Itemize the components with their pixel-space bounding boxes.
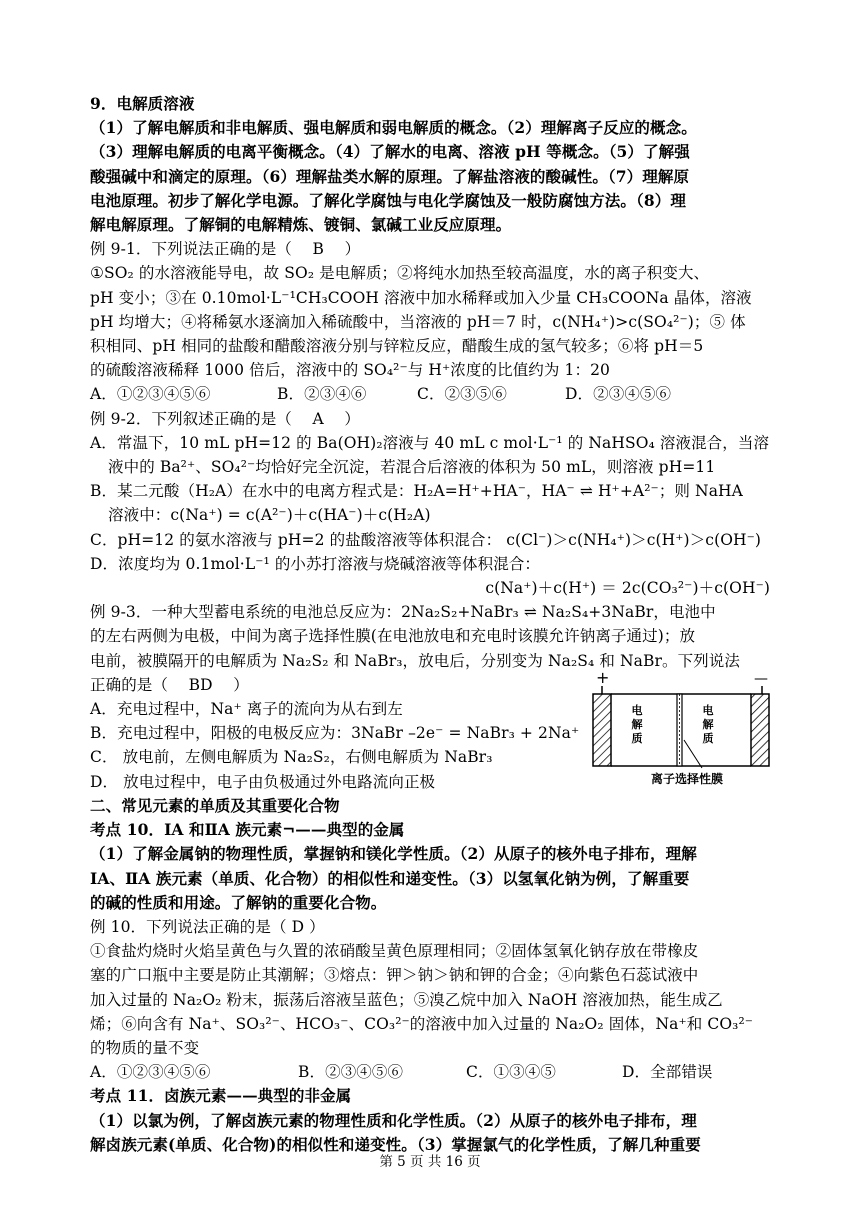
left-label-char: 电: [631, 704, 643, 717]
question-line: 例 9-3．一种大型蓄电系统的电池总反应为：2Na₂S₂+NaBr₃ ⇌ Na₂S₄+3NaBr，电池中: [90, 603, 716, 622]
topic-heading: 考点 11．卤族元素——典型的非金属: [90, 1086, 352, 1106]
answer-options: [90, 1060, 770, 1084]
option-d: D．②③④⑤⑥: [565, 385, 672, 404]
option-line: A．充电过程中，Na⁺ 离子的流向为从右到左: [90, 700, 403, 719]
question-stem: 例 9-1．下列说法正确的是（ B ）: [90, 240, 361, 259]
option-c: C．①③④⑤: [466, 1063, 556, 1082]
question-line: pH 变小；③在 0.10mol·L⁻¹CH₃COOH 溶液中加水稀释或加入少量 CH₃COONa 晶体，溶液: [90, 288, 752, 307]
option-b: B．②③④⑤⑥: [298, 1063, 404, 1082]
question-line: c(Na⁺)＋c(H⁺) ＝ 2c(CO₃²⁻)＋c(OH⁻): [485, 579, 770, 598]
requirement-line: 的碱的性质和用途。了解钠的重要化合物。: [90, 892, 387, 912]
option-line: C． 放电前，左侧电解质为 Na₂S₂，右侧电解质为 NaBr₃: [90, 748, 493, 767]
question-line: 的物质的量不变: [90, 1038, 200, 1057]
cell-drawing: [592, 670, 782, 770]
part-heading: 二、常见元素的单质及其重要化合物: [90, 795, 340, 815]
requirement-line: （1）了解电解质和非电解质、强电解质和弱电解质的概念。（2）理解离子反应的概念。: [90, 118, 697, 138]
question-line: pH 均增大；④将稀氨水逐滴加入稀硫酸中，当溶液的 pH＝7 时，c(NH₄⁺)>c(SO₄²⁻)；⑤ 体: [90, 312, 746, 331]
requirement-line: （3）理解电解质的电离平衡概念。（4）了解水的电离、溶液 pH 等概念。（5）了解强: [90, 142, 690, 162]
right-label-char: 质: [702, 732, 714, 745]
question-line: 的硫酸溶液稀释 1000 倍后，溶液中的 SO₄²⁻与 H⁺浓度的比值约为 1：20: [90, 361, 611, 380]
requirement-line: （1）了解金属钠的物理性质，掌握钠和镁化学性质。（2）从原子的核外电子排布，理解: [90, 844, 697, 864]
positive-terminal: +: [596, 670, 610, 687]
page-footer: 第 5 页 共 16 页: [379, 1154, 481, 1170]
right-label-char: 解: [702, 718, 714, 731]
right-label-char: 电: [702, 704, 714, 717]
question-line: D．浓度均为 0.1mol·L⁻¹ 的小苏打溶液与烧碱溶液等体积混合：: [90, 554, 541, 573]
question-line: 溶液中：c(Na⁺) = c(A²⁻)＋c(HA⁻)＋c(H₂A): [108, 506, 431, 525]
question-line: 液中的 Ba²⁺、SO₄²⁻均恰好完全沉淀，若混合后溶液的体积为 50 mL，则溶液 pH=11: [108, 458, 716, 477]
left-label-char: 质: [631, 732, 643, 745]
option-line: D． 放电过程中，电子由负极通过外电路流向正极: [90, 772, 436, 791]
topic-heading: 考点 10．IA 和ⅡA 族元素¬——典型的金属: [90, 820, 405, 840]
requirement-line: 解卤族元素(单质、化合物)的相似性和递变性。（3）掌握氯气的化学性质，了解几种重要: [90, 1134, 701, 1154]
negative-terminal: —: [754, 671, 768, 687]
question-stem: 例 10．下列说法正确的是（ D ）: [90, 917, 325, 936]
option-d: D．全部错误: [622, 1063, 713, 1082]
membrane-label: 离子选择性膜: [650, 772, 723, 786]
question-line: 正确的是（ BD ）: [90, 675, 249, 694]
right-electrode: [751, 694, 769, 766]
question-line: C．pH=12 的氨水溶液与 pH=2 的盐酸溶液等体积混合： c(Cl⁻)＞c(NH₄⁺)＞c(H⁺)＞c(OH⁻): [90, 530, 762, 549]
question-line: 塞的广口瓶中主要是防止其潮解；③熔点：钾＞钠＞钠和钾的合金；④向紫色石蕊试液中: [90, 966, 699, 985]
requirement-line: （1）以氯为例，了解卤族元素的物理性质和化学性质。（2）从原子的核外电子排布，理: [90, 1110, 697, 1130]
page-content: [90, 92, 770, 1157]
option-a: A．①②③④⑤⑥: [90, 1063, 211, 1082]
question-line: 的左右两侧为电极，中间为离子选择性膜(在电池放电和充电时该膜允许钠离子通过)；放: [90, 627, 696, 646]
left-label-char: 解: [631, 718, 643, 731]
requirement-line: 电池原理。初步了解化学电源。了解化学腐蚀与电化学腐蚀及一般防腐蚀方法。（8）理: [90, 190, 686, 210]
question-line: A．常温下，10 mL pH=12 的 Ba(OH)₂溶液与 40 mL c mol·L⁻¹ 的 NaHSO₄ 溶液混合，当溶: [90, 433, 770, 452]
left-electrode: [593, 694, 611, 766]
battery-cell-diagram: [592, 670, 782, 790]
question-line: 积相同、pH 相同的盐酸和醋酸溶液分别与锌粒反应，醋酸生成的氢气较多；⑥将 pH＝5: [90, 337, 704, 356]
question-line: 电前，被膜隔开的电解质为 Na₂S₂ 和 NaBr₃，放电后，分别变为 Na₂S₄ 和 NaBr。下列说法: [90, 651, 740, 670]
requirement-line: 酸强碱中和滴定的原理。（6）理解盐类水解的原理。了解盐溶液的酸碱性。（7）理解原: [90, 166, 690, 186]
question-line: ①食盐灼烧时火焰呈黄色与久置的浓硝酸呈黄色原理相同；②固体氢氧化钠存放在带橡皮: [90, 942, 699, 961]
option-b: B．②③④⑥: [277, 385, 367, 404]
answer-options: [90, 382, 770, 406]
question-line: B．某二元酸（H₂A）在水中的电离方程式是：H₂A=H⁺+HA⁻，HA⁻ ⇌ H⁺+A²⁻；则 NaHA: [90, 482, 743, 501]
requirement-line: 解电解原理。了解铜的电解精炼、镀铜、氯碱工业反应原理。: [90, 215, 512, 235]
option-line: B．充电过程中，阳极的电极反应为：3NaBr –2e⁻ = NaBr₃ + 2Na⁺: [90, 724, 580, 743]
option-a: A．①②③④⑤⑥: [90, 385, 211, 404]
question-stem: 例 9-2．下列叙述正确的是（ A ）: [90, 409, 361, 428]
requirement-line: IA、ⅡA 族元素（单质、化合物）的相似性和递变性。（3）以氢氧化钠为例，了解重要: [90, 868, 690, 888]
question-line: 加入过量的 Na₂O₂ 粉末，振荡后溶液呈蓝色；⑤溴乙烷中加入 NaOH 溶液加热，能生成乙: [90, 990, 723, 1009]
question-line: 烯；⑥向含有 Na⁺、SO₃²⁻、HCO₃⁻、CO₃²⁻的溶液中加入过量的 Na₂O₂ 固体，Na⁺和 CO₃²⁻: [90, 1014, 754, 1033]
question-line: ①SO₂ 的水溶液能导电，故 SO₂ 是电解质；②将纯水加热至较高温度，水的离子积变大、: [90, 264, 710, 283]
section-heading: 9．电解质溶液: [90, 94, 195, 113]
option-c: C．②③⑤⑥: [417, 385, 507, 404]
